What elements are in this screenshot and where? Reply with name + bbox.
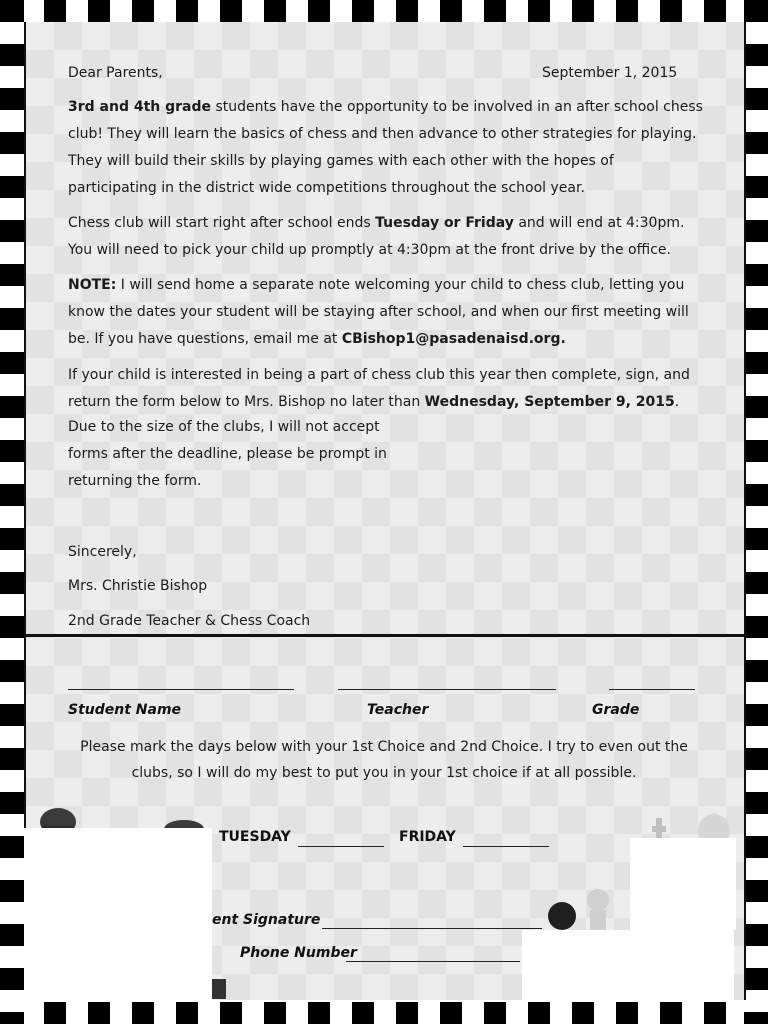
grade-highlight: 3rd and 4th grade	[68, 99, 212, 115]
chess-piece-bottom-icon	[212, 975, 230, 1001]
paragraph-deadline: If your child is interested in being a part of chess club this year then complete, sign, and return the form below to Mrs. Bishop no later than Wednesday, September 9, 2015.	[68, 367, 690, 410]
checker-border-top	[0, 0, 768, 22]
teacher-field[interactable]	[338, 689, 556, 690]
grade-label: Grade	[592, 702, 640, 718]
days-highlight: Tuesday or Friday	[375, 215, 514, 231]
form-instructions: Please mark the days below with your 1st Choice and 2nd Choice. I try to even out the clubs, so I will do my best to put you in your 1st choice if at all possible.	[80, 739, 688, 781]
blank-area-left	[24, 828, 212, 1002]
letter-date: September 1, 2015	[542, 65, 678, 81]
teacher-label: Teacher	[367, 702, 429, 718]
grade-field[interactable]	[609, 689, 695, 690]
closing: Sincerely,	[68, 544, 137, 560]
tuesday-choice-field[interactable]	[298, 846, 384, 847]
cut-line-divider	[24, 634, 744, 637]
tuesday-label: TUESDAY	[219, 829, 291, 845]
paragraph-note: NOTE: I will send home a separate note welcoming your child to chess club, letting you know the dates your student will be staying after school, and when our first meeting will be. If you have questions, email me at CBishop1@pasadenaisd.org.	[68, 277, 689, 347]
paragraph-late-line1: Due to the size of the clubs, I will not accept	[68, 419, 380, 435]
greeting: Dear Parents,	[68, 65, 163, 81]
checker-border-left	[0, 0, 24, 1024]
friday-choice-field[interactable]	[463, 846, 549, 847]
checker-border-right	[744, 0, 768, 1024]
paragraph-late-line3: returning the form.	[68, 473, 202, 489]
checker-border-bottom	[0, 1002, 768, 1024]
phone-number-label: Phone Number	[240, 945, 357, 961]
student-name-label: Student Name	[68, 702, 182, 718]
friday-label: FRIDAY	[399, 829, 456, 845]
note-label: NOTE:	[68, 277, 117, 293]
signer-title: 2nd Grade Teacher & Chess Coach	[68, 613, 311, 629]
paragraph-intro: 3rd and 4th grade students have the opportunity to be involved in an after school chess club! They will learn the basics of chess and then advance to other strategies for playing. They will build their skills by playing games with each other with the hopes of participating in the district wide competitions throughout the school year.	[68, 99, 703, 196]
student-name-field[interactable]	[68, 689, 294, 690]
blank-area-right-bottom	[522, 930, 734, 1002]
deadline-date: Wednesday, September 9, 2015	[424, 394, 675, 410]
paragraph-schedule: Chess club will start right after school ends Tuesday or Friday and will end at 4:30pm. You will need to pick your child up promptly at 4:30pm at the front drive by the office.	[68, 215, 685, 258]
blank-area-right-top	[630, 838, 736, 930]
signer-name: Mrs. Christie Bishop	[68, 578, 208, 594]
paragraph-late-line2: forms after the deadline, please be prompt in	[68, 446, 387, 462]
email-link[interactable]: CBishop1@pasadenaisd.org.	[341, 331, 566, 347]
phone-number-field[interactable]	[346, 961, 520, 962]
parent-signature-label: ent Signature	[212, 912, 321, 928]
pawn-pieces-icon	[544, 886, 624, 932]
parent-signature-field[interactable]	[322, 928, 542, 929]
